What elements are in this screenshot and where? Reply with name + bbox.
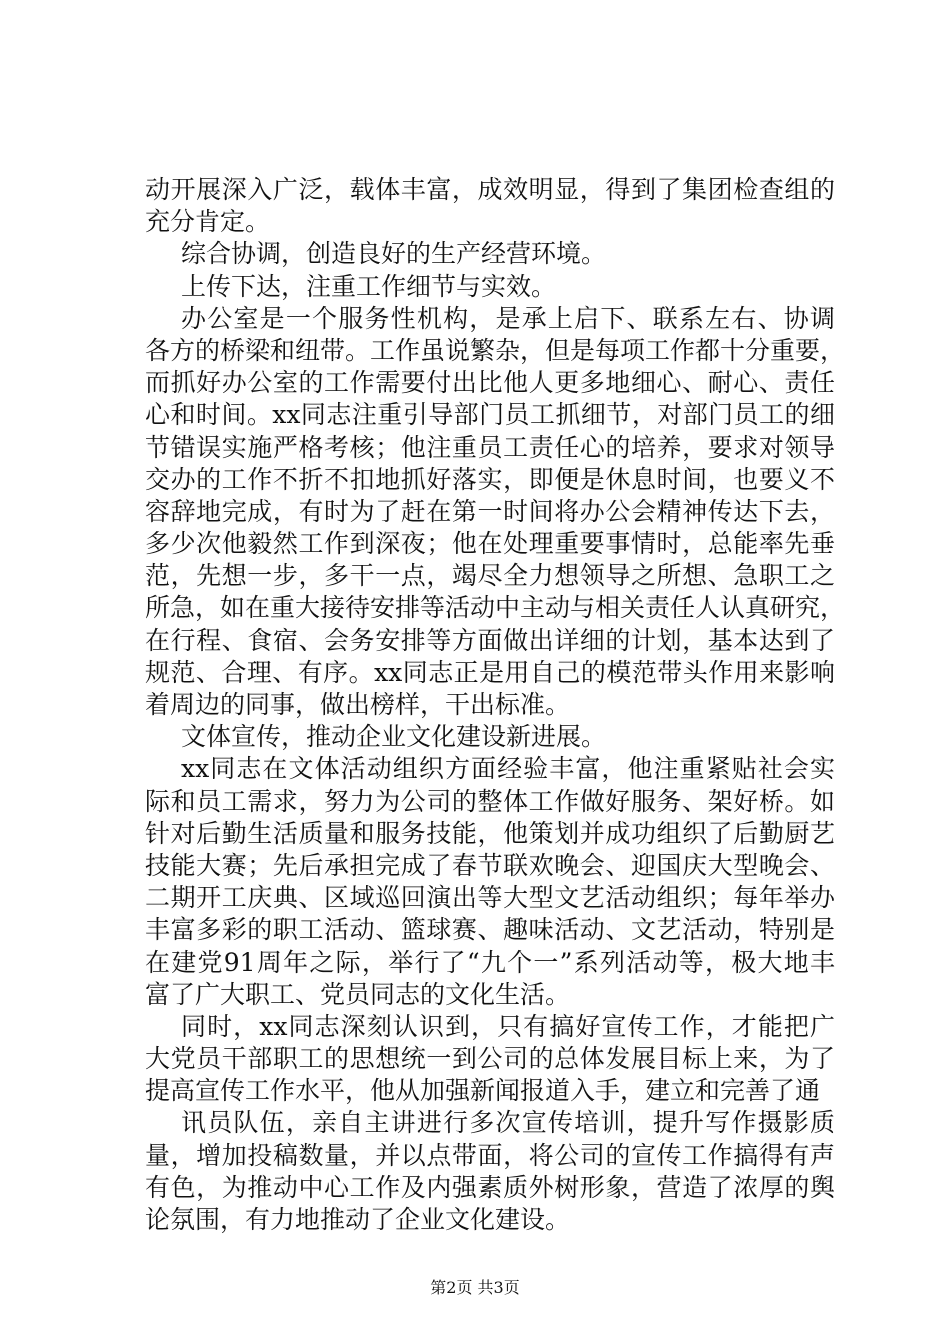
text-line: 文体宣传，推动企业文化建设新进展。 [181, 722, 607, 752]
text-line: 讯员队伍，亲自主讲进行多次宣传培训，提升写作摄影质 [181, 1108, 835, 1138]
text-line: 各方的桥梁和纽带。工作虽说繁杂，但是每项工作都十分重要， [145, 335, 846, 365]
text-line: 在行程、食宿、会务安排等方面做出详细的计划，基本达到了 [145, 625, 835, 655]
text-line: 节错误实施严格考核；他注重员工责任心的培养，要求对领导 [145, 432, 835, 462]
text-line: 而抓好办公室的工作需要付出比他人更多地细心、耐心、责任 [145, 368, 835, 398]
text-line: 有色，为推动中心工作及内强素质外树形象，营造了浓厚的舆 [145, 1172, 835, 1202]
text-line: 着周边的同事，做出榜样，干出标准。 [145, 690, 571, 719]
text-line: 大党员干部职工的思想统一到公司的总体发展目标上来，为了 [145, 1044, 835, 1074]
text-line: 论氛围，有力地推动了企业文化建设。 [145, 1205, 571, 1234]
text-line: 同时，xx同志深刻认识到，只有搞好宣传工作，才能把广 [181, 1011, 835, 1041]
text-line: 办公室是一个服务性机构，是承上启下、联系左右、协调 [181, 303, 835, 333]
text-line: 心和时间。xx同志注重引导部门员工抓细节，对部门员工的细 [145, 400, 835, 430]
text-line: 多少次他毅然工作到深夜；他在处理重要事情时，总能率先垂 [145, 529, 835, 559]
text-line: 容辞地完成，有时为了赶在第一时间将办公会精神传达下去， [145, 496, 835, 526]
text-line: 在建党91周年之际，举行了“九个一”系列活动等，极大地丰 [145, 947, 835, 977]
text-line: 富了广大职工、党员同志的文化生活。 [145, 979, 571, 1009]
document-body [145, 174, 846, 1236]
text-line: 针对后勤生活质量和服务技能，他策划并成功组织了后勤厨艺 [145, 818, 835, 848]
text-line: 充分肯定。 [145, 207, 271, 237]
text-line: 动开展深入广泛，载体丰富，成效明显，得到了集团检查组的 [145, 175, 835, 204]
page-footer: 第2页 共3页 [430, 1278, 520, 1297]
text-line: 上传下达，注重工作细节与实效。 [181, 271, 557, 301]
text-line: 丰富多彩的职工活动、篮球赛、趣味活动、文艺活动，特别是 [145, 915, 835, 945]
text-line: 技能大赛；先后承担完成了春节联欢晚会、迎国庆大型晚会、 [145, 850, 835, 880]
text-line: 际和员工需求，努力为公司的整体工作做好服务、架好桥。如 [145, 786, 835, 816]
text-line: 二期开工庆典、区域巡回演出等大型文艺活动组织；每年举办 [145, 883, 835, 913]
text-line: 量，增加投稿数量，并以点带面，将公司的宣传工作搞得有声 [145, 1140, 835, 1170]
text-line: 所急，如在重大接待安排等活动中主动与相关责任人认真研究， [145, 593, 846, 623]
text-line: 交办的工作不折不扣地抓好落实，即便是休息时间，也要义不 [145, 464, 835, 494]
text-line: 规范、合理、有序。xx同志正是用自己的模范带头作用来影响 [145, 657, 835, 687]
text-line: 范，先想一步，多干一点，竭尽全力想领导之所想、急职工之 [145, 561, 835, 591]
text-line: 综合协调，创造良好的生产经营环境。 [181, 239, 607, 269]
text-line: 提高宣传工作水平，他从加强新闻报道入手，建立和完善了通 [145, 1076, 821, 1106]
text-line: xx同志在文体活动组织方面经验丰富，他注重紧贴社会实 [181, 754, 835, 784]
